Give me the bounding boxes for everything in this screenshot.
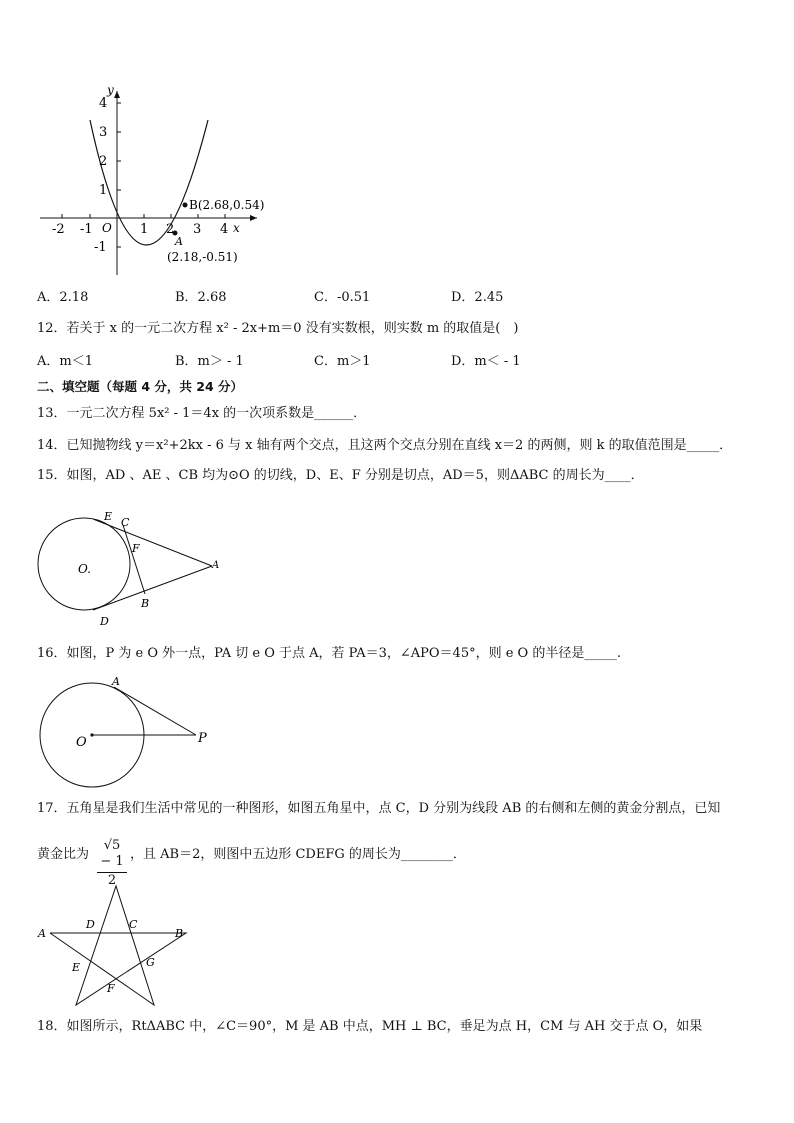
x-tick-neg1: -1 — [80, 222, 93, 237]
q15-text: 15．如图，AD 、AE 、CB 均为⊙O 的切线，D、E、F 分别是切点，AD＝5，则ΔABC 的周长为____． — [37, 468, 644, 483]
circle-tangent-figure — [38, 675, 218, 790]
fraction-numerator: √5 − 1 — [97, 838, 127, 873]
q12-option-b[interactable]: B．m＞ - 1 — [175, 354, 244, 369]
x-tick-2: 2 — [166, 222, 175, 237]
q11-option-b[interactable]: B．2.68 — [175, 290, 227, 305]
fig17-label-b: B — [175, 927, 184, 940]
x-tick-neg2: -2 — [52, 222, 65, 237]
fig15-label-b: B — [141, 597, 150, 610]
fig15-label-f: F — [132, 542, 140, 555]
y-tick-neg1: -1 — [94, 240, 107, 255]
q11-option-c[interactable]: C．-0.51 — [314, 290, 371, 305]
x-tick-3: 3 — [193, 222, 202, 237]
fig16-label-p: P — [198, 731, 207, 746]
q14-text: 14．已知抛物线 y＝x²+2kx - 6 与 x 轴有两个交点，且这两个交点分别在直线 x＝2 的两侧，则 k 的取值范围是_____． — [37, 438, 733, 453]
origin-label: O — [102, 221, 112, 235]
fig17-label-a: A — [38, 927, 46, 940]
section-title: 二、填空题（每题 4 分，共 24 分） — [37, 379, 244, 394]
point-a-coords: (2.18,-0.51) — [167, 250, 238, 264]
y-axis-label: y — [107, 83, 114, 97]
tangent-circle-figure — [38, 505, 228, 630]
fig16-label-o: O — [76, 735, 87, 750]
q12-option-d[interactable]: D．m＜ - 1 — [451, 354, 521, 369]
q11-option-a[interactable]: A．2.18 — [37, 290, 89, 305]
pentagram-figure — [36, 882, 196, 1012]
fig16-label-a: A — [112, 675, 120, 688]
point-b-label: B(2.68,0.54) — [189, 198, 265, 212]
q13-text: 13．一元二次方程 5x² - 1＝4x 的一次项系数是______． — [37, 406, 367, 421]
q17-text-prefix: 黄金比为 — [37, 847, 90, 862]
q12-stem: 12．若关于 x 的一元二次方程 x² - 2x+m＝0 没有实数根，则实数 m 的取值是( ) — [37, 321, 519, 336]
y-tick-4: 4 — [99, 96, 108, 111]
q12-option-c[interactable]: C．m＞1 — [314, 354, 371, 369]
q16-text: 16．如图，P 为 e O 外一点，PA 切 e O 于点 A，若 PA＝3，∠APO＝45°，则 e O 的半径是_____. — [37, 646, 621, 661]
point-b — [183, 203, 188, 208]
q12-option-a[interactable]: A．m＜1 — [37, 354, 93, 369]
fig15-label-e: E — [104, 510, 113, 523]
fraction-denominator: 2 — [107, 873, 117, 888]
fig17-label-d: D — [86, 918, 95, 931]
y-tick-3: 3 — [99, 125, 108, 140]
fig17-label-f: F — [107, 982, 115, 995]
parabola-graph — [35, 83, 275, 283]
fig15-label-c: C — [121, 516, 130, 529]
y-tick-2: 2 — [99, 154, 108, 169]
q17-text-line1: 17．五角星是我们生活中常见的一种图形，如图五角星中，点 C，D 分别为线段 AB 的右侧和左侧的黄金分割点，已知 — [37, 801, 721, 816]
q17-text-suffix: ，且 AB＝2，则图中五边形 CDEFG 的周长为________． — [130, 847, 466, 862]
q18-text: 18．如图所示，RtΔABC 中，∠C＝90°，M 是 AB 中点，MH ⊥ BC，垂足为点 H，CM 与 AH 交于点 O，如果 — [37, 1019, 703, 1034]
x-tick-1: 1 — [140, 222, 149, 237]
x-tick-4: 4 — [220, 222, 229, 237]
fig17-label-e: E — [72, 961, 81, 974]
y-tick-1: 1 — [99, 183, 108, 198]
fig15-label-d: D — [100, 615, 109, 628]
fig15-label-a: A — [212, 560, 220, 571]
fig15-label-o: O. — [78, 562, 91, 576]
x-axis-label: x — [233, 221, 240, 235]
q11-option-d[interactable]: D．2.45 — [451, 290, 504, 305]
point-a-name: A — [175, 235, 183, 248]
fig17-label-c: C — [129, 918, 138, 931]
fig17-label-g: G — [146, 956, 155, 969]
